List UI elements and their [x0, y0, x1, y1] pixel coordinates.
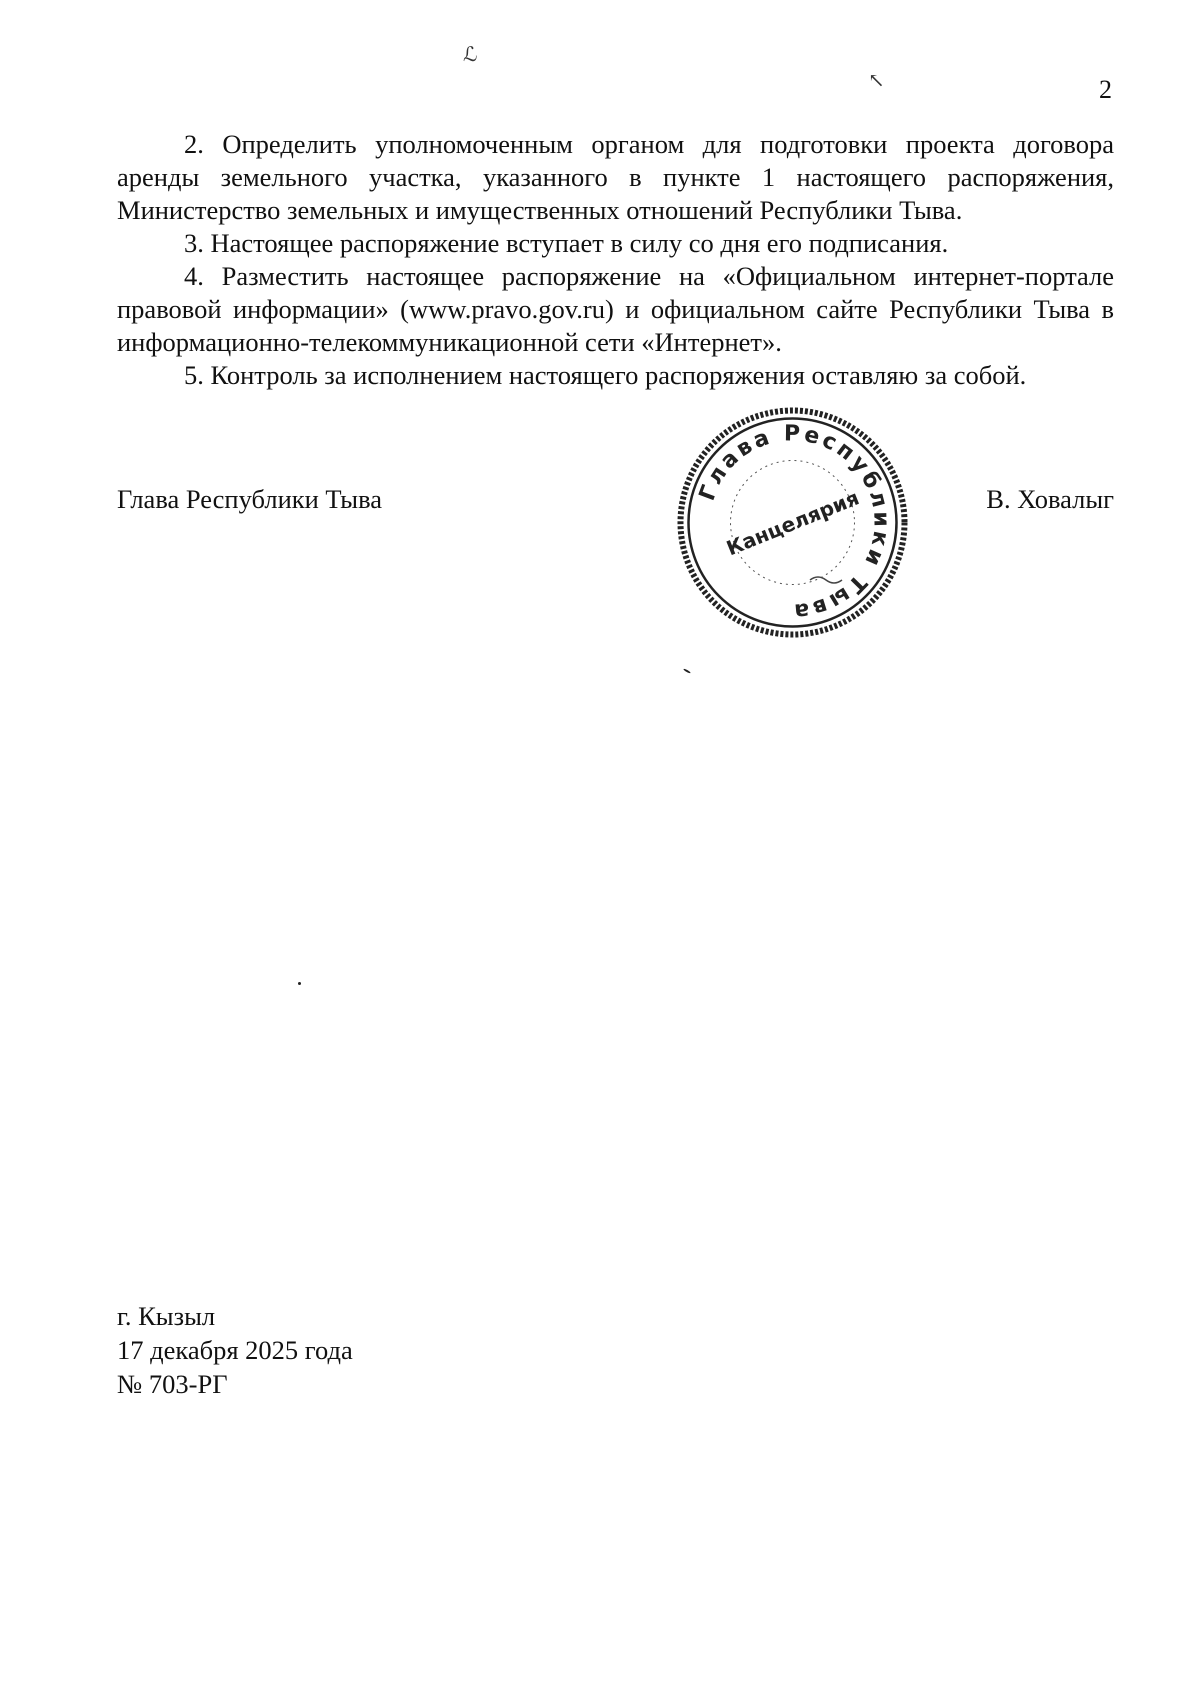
footer-date: 17 декабря 2025 года	[117, 1335, 353, 1365]
paragraph-3: 3. Настоящее распоряжение вступает в силу со дня его подписания.	[184, 228, 949, 258]
handwritten-mark: ↖	[868, 70, 885, 92]
official-stamp	[670, 400, 915, 645]
paragraph-4: 4. Разместить настоящее распоряжение на «Официальном интернет-портале правовой информации» (www.pravo.gov.ru) и официальном сайте Республики Тыва в информационно-телекоммуникационной сети «Интернет».	[117, 261, 1114, 357]
paragraph-5: 5. Контроль за исполнением настоящего распоряжения оставляю за собой.	[184, 360, 1027, 390]
signatory-name: В. Ховалыг	[986, 484, 1114, 514]
stamp-outer-text: Глава Республики Тыва	[694, 421, 894, 624]
signatory-title: Глава Республики Тыва	[117, 484, 383, 514]
page-number: 2	[1099, 75, 1112, 104]
document-body	[117, 128, 1114, 392]
stamp-center-text: Канцелярия	[722, 485, 863, 561]
handwritten-mark: ℒ	[463, 44, 478, 66]
footer-number: № 703-РГ	[117, 1369, 228, 1399]
speck	[683, 668, 691, 674]
document-footer	[117, 1299, 353, 1401]
speck	[298, 982, 301, 985]
stamp-scribble	[810, 577, 842, 583]
paragraph-2: 2. Определить уполномоченным органом для подготовки проекта договора аренды земельного участка, указанного в пункте 1 настоящего распоряжения, Министерство земельных и имущественных отношений Республики Тыва.	[117, 129, 1114, 225]
footer-city: г. Кызыл	[117, 1301, 216, 1331]
